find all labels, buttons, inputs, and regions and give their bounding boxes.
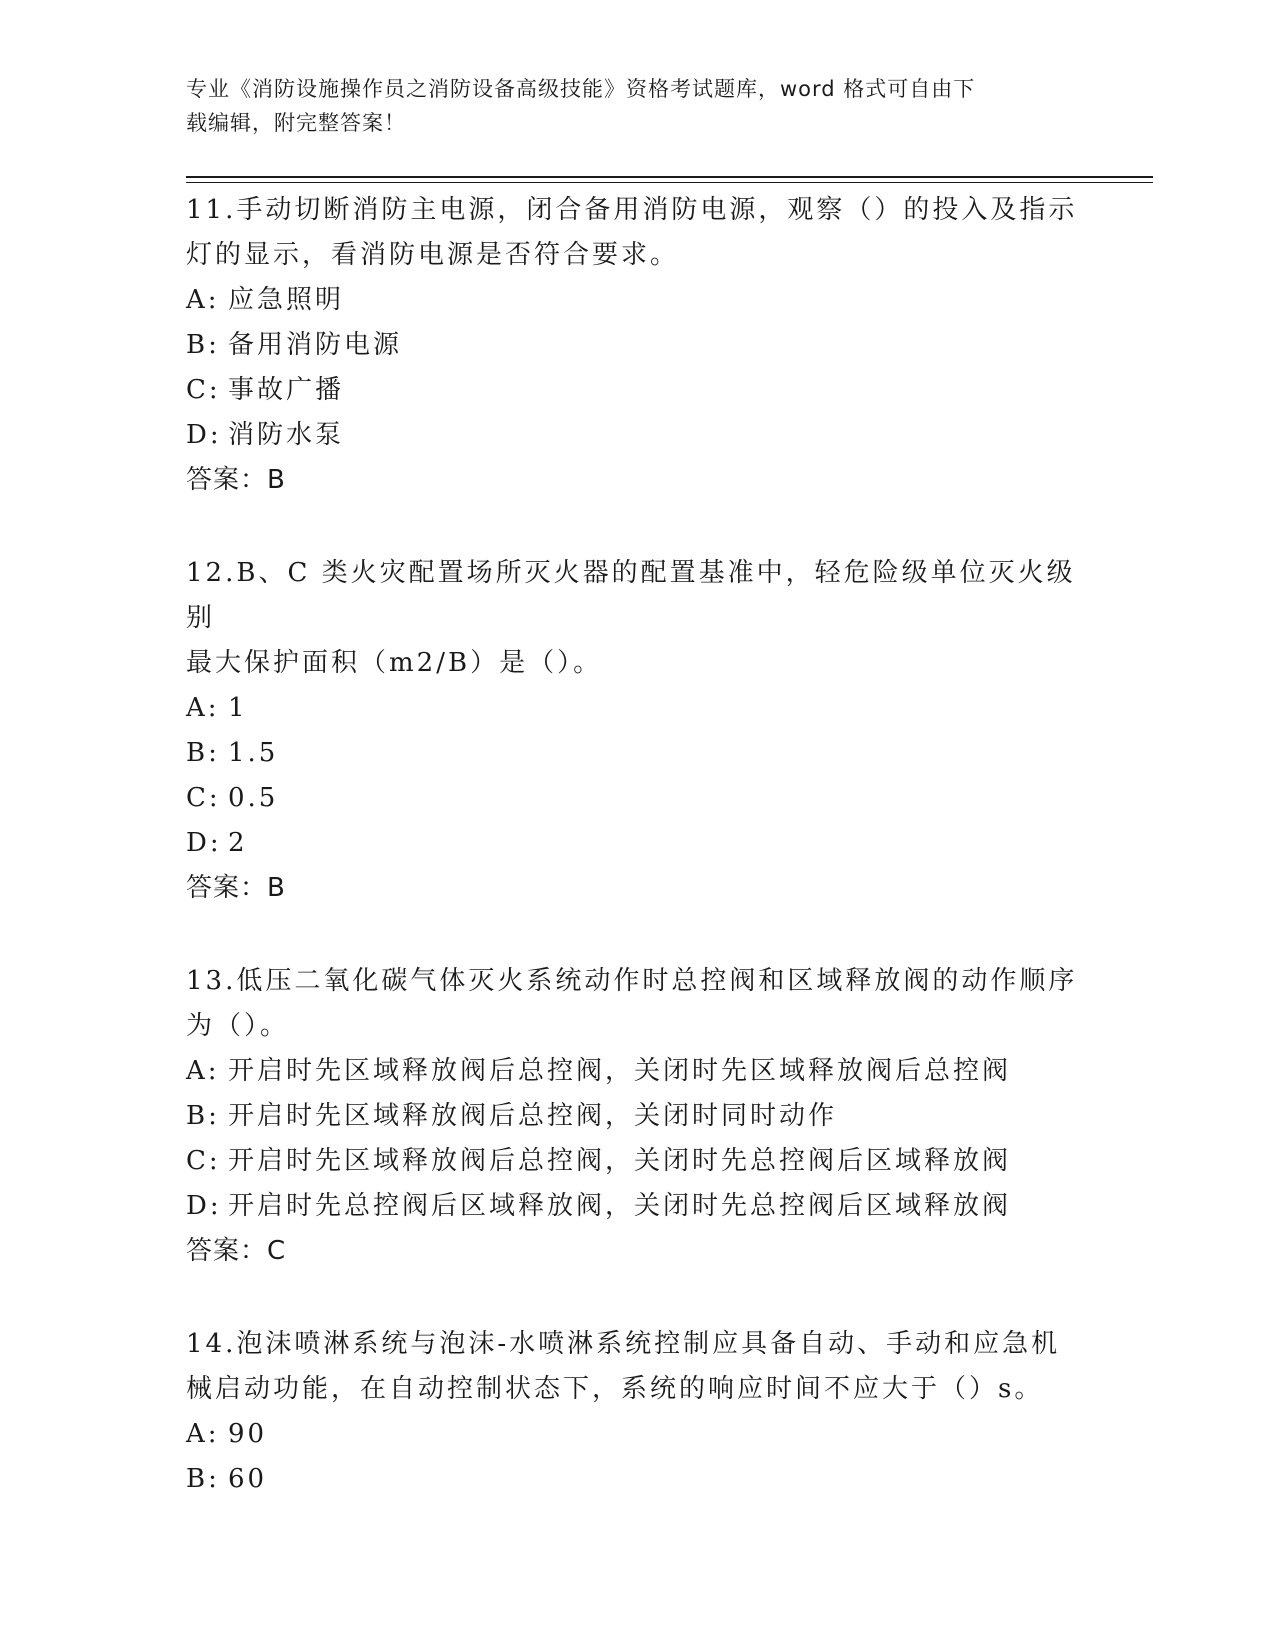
option-letter: C: <box>186 1146 221 1176</box>
question-stem-line: 灯的显示，看消防电源是否符合要求。 <box>186 240 680 270</box>
option-text: 开启时先区域释放阀后总控阀，关闭时先区域释放阀后总控阀 <box>228 1056 1012 1086</box>
option-text: 开启时先区域释放阀后总控阀，关闭时同时动作 <box>228 1101 838 1131</box>
option-text: 开启时先区域释放阀后总控阀，关闭时先总控阀后区域释放阀 <box>228 1146 1012 1176</box>
question-13 <box>186 959 1086 1274</box>
option-letter: C: <box>186 783 221 813</box>
question-stem-line: 14.泡沫喷淋系统与泡沫-水喷淋系统控制应具备自动、手动和应急机 <box>186 1329 1061 1359</box>
option-text: 60 <box>228 1464 268 1494</box>
option-text: 应急照明 <box>228 285 345 315</box>
question-stem-line: 最大保护面积（m2/B）是（）。 <box>186 648 603 678</box>
question-14 <box>186 1322 1086 1502</box>
option-letter: A: <box>186 1419 220 1449</box>
option-letter: B: <box>186 1101 220 1131</box>
question-stem-line: 为（）。 <box>186 1011 290 1041</box>
header-line-2: 载编辑，附完整答案！ <box>186 111 406 135</box>
option-d <box>186 821 1086 866</box>
option-b <box>186 323 1086 368</box>
option-b <box>186 731 1086 776</box>
option-b <box>186 1094 1086 1139</box>
question-stem-line: 13.低压二氧化碳气体灭火系统动作时总控阀和区域释放阀的动作顺序 <box>186 966 1078 996</box>
option-letter: D: <box>186 420 222 450</box>
option-text: 1.5 <box>228 738 279 768</box>
answer-line: 答案：C <box>186 1236 287 1266</box>
option-a <box>186 278 1086 323</box>
answer-line: 答案：B <box>186 465 286 495</box>
option-b <box>186 1457 1086 1502</box>
option-letter: B: <box>186 738 220 768</box>
question-12 <box>186 551 1086 911</box>
option-text: 2 <box>228 828 248 858</box>
header-divider-thick <box>186 176 1153 178</box>
option-c <box>186 1139 1086 1184</box>
option-text: 备用消防电源 <box>228 330 403 360</box>
document-header <box>186 72 1066 140</box>
header-divider-thin <box>186 182 1153 183</box>
option-text: 90 <box>228 1419 268 1449</box>
option-a <box>186 1412 1086 1457</box>
option-a <box>186 686 1086 731</box>
question-11 <box>186 188 1086 503</box>
option-letter: C: <box>186 375 221 405</box>
question-stem-line: 11.手动切断消防主电源，闭合备用消防电源，观察（）的投入及指示 <box>186 195 1078 225</box>
option-letter: D: <box>186 1191 222 1221</box>
option-text: 开启时先总控阀后区域释放阀，关闭时先总控阀后区域释放阀 <box>228 1191 1012 1221</box>
option-c <box>186 368 1086 413</box>
option-text: 1 <box>228 693 248 723</box>
option-d <box>186 413 1086 458</box>
option-letter: D: <box>186 828 222 858</box>
question-list <box>186 188 1086 1550</box>
option-letter: A: <box>186 693 220 723</box>
option-c <box>186 776 1086 821</box>
option-letter: B: <box>186 1464 220 1494</box>
option-a <box>186 1049 1086 1094</box>
option-text: 事故广播 <box>228 375 345 405</box>
option-text: 0.5 <box>228 783 279 813</box>
question-stem-line: 械启动功能，在自动控制状态下，系统的响应时间不应大于（）s。 <box>186 1374 1044 1404</box>
option-letter: A: <box>186 285 220 315</box>
header-line-1: 专业《消防设施操作员之消防设备高级技能》资格考试题库，word 格式可自由下 <box>186 77 976 101</box>
option-letter: B: <box>186 330 220 360</box>
option-letter: A: <box>186 1056 220 1086</box>
question-stem-line: 12.B、C 类火灾配置场所灭火器的配置基准中，轻危险级单位灭火级别 <box>186 558 1076 633</box>
answer-line: 答案：B <box>186 873 286 903</box>
option-d <box>186 1184 1086 1229</box>
option-text: 消防水泵 <box>228 420 345 450</box>
